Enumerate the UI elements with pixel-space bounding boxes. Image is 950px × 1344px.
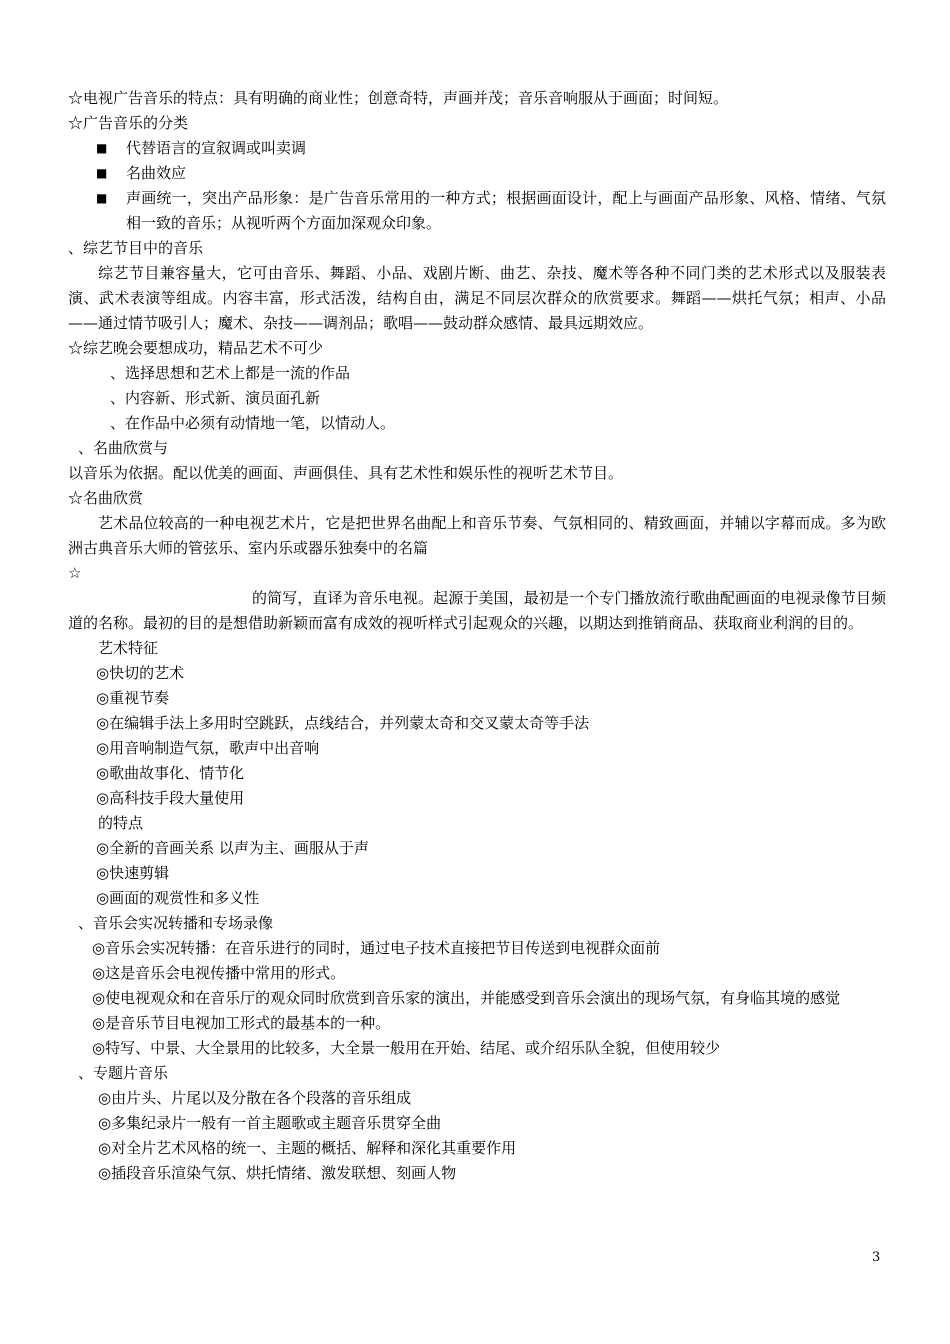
page-number: 3	[872, 1250, 881, 1265]
art-feature-item: ◎用音响制造气氛，歌声中出音响	[96, 739, 320, 757]
gala-heading: ☆综艺晚会要想成功，精品艺术不可少	[68, 339, 324, 357]
mv-feature-item: ◎画面的观赏性和多义性	[96, 889, 260, 907]
bullet-text: 声画统一，突出产品形象：是广告音乐常用的一种方式；根据画面设计，配上与画面产品形象、风格、情绪、气氛相一致的音乐；从视听两个方面加深观众印象。	[126, 189, 886, 232]
concert-item: ◎使电视观众和在音乐厅的观众同时欣赏到音乐家的演出，并能感受到音乐会演出的现场气氛，有身临其境的感觉	[92, 989, 841, 1007]
concert-item: ◎特写、中景、大全景用的比较多，大全景一般用在开始、结尾、或介绍乐队全貌，但使用较少	[92, 1039, 721, 1057]
square-bullet-icon: ■	[96, 191, 108, 205]
section-heading-variety: 、综艺节目中的音乐	[68, 239, 204, 257]
gala-point: 、选择思想和艺术上都是一流的作品	[110, 364, 351, 382]
ad-music-features: ☆电视广告音乐的特点：具有明确的商业性；创意奇特，声画并茂；音乐音响服从于画面；时间短。	[68, 89, 729, 107]
mv-definition: 的简写，直译为音乐电视。起源于美国，最初是一个专门播放流行歌曲配画面的电视录像节目频道的名称。最初的目的是想借助新颖而富有成效的视听样式引起观众的兴趣，以期达到推销商品、获取商业利润的目的。	[68, 589, 886, 632]
documentary-item: ◎由片头、片尾以及分散在各个段落的音乐组成	[98, 1089, 412, 1107]
section-heading-documentary: 、专题片音乐	[78, 1064, 169, 1082]
gala-point: 、内容新、形式新、演员面孔新	[110, 389, 321, 407]
concert-item: ◎音乐会实况转播：在音乐进行的同时，通过电子技术直接把节目传送到电视群众面前	[92, 939, 661, 957]
bullet-item	[68, 161, 886, 186]
mv-star: ☆	[68, 564, 82, 582]
square-bullet-icon: ■	[96, 166, 108, 180]
square-bullet-icon: ■	[96, 141, 108, 155]
section-heading-classic: 、名曲欣赏与	[78, 439, 169, 457]
art-feature-item: ◎重视节奏	[96, 689, 170, 707]
documentary-item: ◎插段音乐渲染气氛、烘托情绪、激发联想、刻画人物	[98, 1164, 457, 1182]
bullet-item	[68, 186, 886, 236]
bullet-text: 代替语言的宣叙调或叫卖调	[126, 139, 307, 157]
documentary-item: ◎对全片艺术风格的统一、主题的概括、解释和深化其重要作用	[98, 1139, 517, 1157]
bullet-item	[68, 136, 886, 161]
classic-paragraph: 艺术品位较高的一种电视艺术片，它是把世界名曲配上和音乐节奏、气氛相同的、精致画面，并辅以字幕而成。多为欧洲古典音乐大师的管弦乐、室内乐或器乐独奏中的名篇	[68, 514, 886, 557]
mv-feature-item: ◎全新的音画关系 以声为主、画服从于声	[96, 839, 369, 857]
art-feature-item: ◎快切的艺术	[96, 664, 185, 682]
bullet-text: 名曲效应	[126, 164, 187, 182]
art-feature-item: ◎在编辑手法上多用时空跳跃，点线结合，并列蒙太奇和交叉蒙太奇等手法	[96, 714, 590, 732]
concert-item: ◎是音乐节目电视加工形式的最基本的一种。	[92, 1014, 391, 1032]
documentary-item: ◎多集纪录片一般有一首主题歌或主题音乐贯穿全曲	[98, 1114, 442, 1132]
ad-music-classification-heading: ☆广告音乐的分类	[68, 114, 189, 132]
art-features-title: 艺术特征	[98, 639, 159, 657]
page-body	[68, 86, 886, 1186]
art-feature-item: ◎歌曲故事化、情节化	[96, 764, 245, 782]
classic-heading: ☆名曲欣赏	[68, 489, 144, 507]
gala-point: 、在作品中必须有动情地一笔，以情动人。	[110, 414, 396, 432]
variety-paragraph: 综艺节目兼容量大，它可由音乐、舞蹈、小品、戏剧片断、曲艺、杂技、魔术等各种不同门类的艺术形式以及服装表演、武术表演等组成。内容丰富，形式活泼，结构自由，满足不同层次群众的欣赏要求。舞蹈——烘托气氛；相声、小品——通过情节吸引人；魔术、杂技——调剂品；歌唱——鼓动群众感情、最具远期效应。	[68, 264, 886, 332]
concert-item: ◎这是音乐会电视传播中常用的形式。	[92, 964, 346, 982]
art-feature-item: ◎高科技手段大量使用	[96, 789, 245, 807]
mv-feature-item: ◎快速剪辑	[96, 864, 170, 882]
mv-features-title: 的特点	[98, 814, 144, 832]
section-heading-concert: 、音乐会实况转播和专场录像	[78, 914, 274, 932]
classic-definition: 以音乐为依据。配以优美的画面、声画俱佳、具有艺术性和娱乐性的视听艺术节目。	[68, 464, 624, 482]
